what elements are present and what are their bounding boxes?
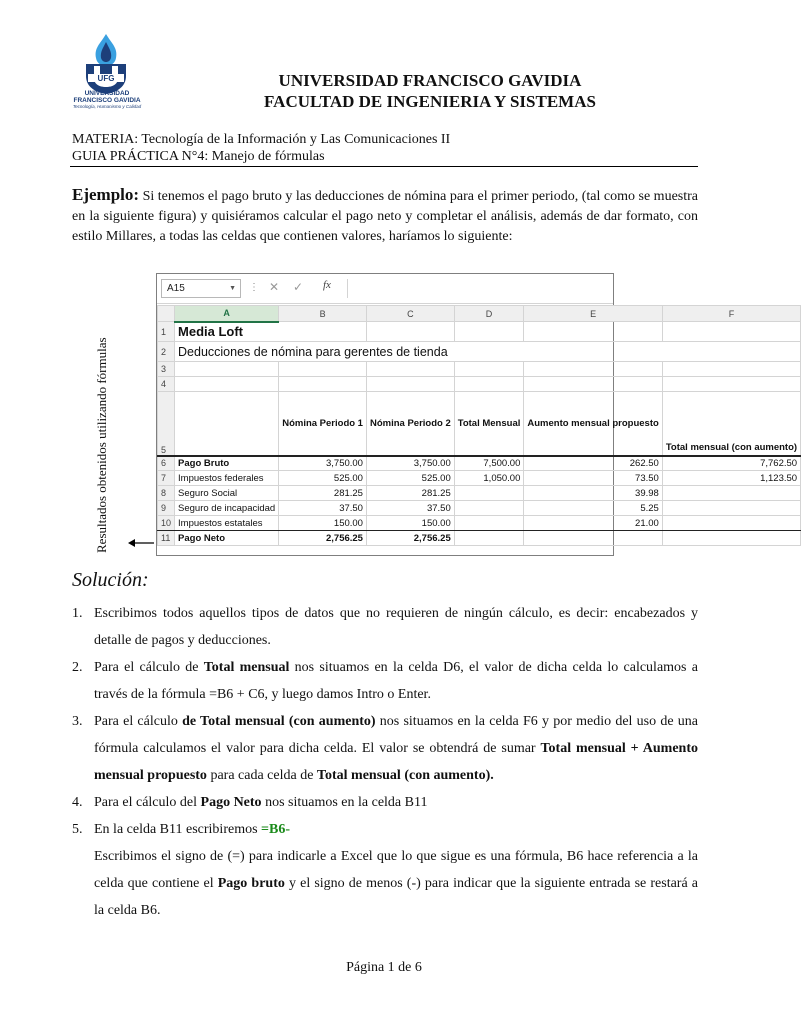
step-text: Escribimos todos aquellos tipos de datos que no requieren de ningún cálculo, es decir: encabezados y detalle de pagos y deducciones.: [94, 606, 698, 648]
row-header[interactable]: 4: [158, 377, 175, 392]
example-text: Si tenemos el pago bruto y las deducciones de nómina para el primer periodo, (tal como se muestra en la siguiente figura) y quisiéramos calcular el pago neto y completar el análisis, además de dar formato, con estilo Millares, a todas las celdas que contienen valores, haríamos lo siguiente:: [72, 189, 698, 244]
header-divider: [70, 166, 698, 167]
step-text: para cada celda de: [206, 768, 317, 783]
cell[interactable]: 525.00: [366, 471, 454, 486]
cell[interactable]: [366, 322, 454, 342]
step-text: Para el cálculo de: [94, 660, 204, 675]
column-header-a[interactable]: A: [175, 306, 279, 322]
materia-line: MATERIA: Tecnología de la Información y Las Comunicaciones II: [72, 132, 451, 147]
step-number: 3.: [72, 714, 83, 729]
list-item: [72, 654, 698, 708]
cell[interactable]: 281.25: [366, 486, 454, 501]
list-item: [72, 843, 698, 924]
name-box-value: A15: [167, 283, 185, 294]
cell[interactable]: [662, 362, 800, 377]
step-number: 2.: [72, 660, 83, 675]
cell[interactable]: [662, 322, 800, 342]
sheet-title-cell[interactable]: Media Loft: [175, 322, 367, 342]
column-header-f[interactable]: F: [662, 306, 800, 322]
formula-snippet: =B6-: [261, 822, 291, 837]
row-header[interactable]: 2: [158, 342, 175, 362]
cell[interactable]: 37.50: [279, 501, 367, 516]
cell[interactable]: 39.98: [524, 486, 662, 501]
row-header[interactable]: 11: [158, 531, 175, 546]
cell[interactable]: [175, 392, 279, 456]
table-row-label[interactable]: Pago Neto: [175, 531, 279, 546]
sheet-subtitle-cell[interactable]: Deducciones de nómina para gerentes de tienda: [175, 342, 801, 362]
function-icon[interactable]: fx: [323, 279, 331, 291]
logo-tagline: Tecnología, Humanismo y Calidad: [72, 104, 142, 109]
cell[interactable]: 7,500.00: [454, 456, 524, 471]
column-header-d[interactable]: D: [454, 306, 524, 322]
cell[interactable]: [454, 516, 524, 531]
column-header-b[interactable]: B: [279, 306, 367, 322]
cell[interactable]: [524, 322, 662, 342]
row-header[interactable]: 5: [158, 392, 175, 456]
formula-input[interactable]: [347, 279, 609, 298]
step-bold: Total mensual (con aumento).: [316, 768, 494, 783]
cell[interactable]: [279, 362, 367, 377]
cell[interactable]: 7,762.50: [662, 456, 800, 471]
cell[interactable]: 21.00: [524, 516, 662, 531]
faculty-name: FACULTAD DE INGENIERIA Y SISTEMAS: [264, 92, 596, 111]
step-text: Escribimos el signo de (=) para indicarle a Excel que lo que sigue es una fórmula, B6 hace referencia a la celda que contiene el: [94, 849, 698, 891]
cell[interactable]: [662, 501, 800, 516]
cell[interactable]: [454, 531, 524, 546]
chevron-down-icon[interactable]: ▼: [229, 285, 236, 292]
row-header[interactable]: 1: [158, 322, 175, 342]
cell[interactable]: [366, 377, 454, 392]
step-text: nos situamos en la celda D6, el valor de dicha celda lo calculamos a través de la fórmula =B6 + C6, y luego damos Intro o Enter.: [94, 660, 698, 702]
solution-heading: Solución:: [72, 569, 149, 591]
table-row-label[interactable]: Seguro de incapacidad: [175, 501, 279, 516]
cell[interactable]: 150.00: [366, 516, 454, 531]
cell[interactable]: [524, 377, 662, 392]
cell[interactable]: [662, 486, 800, 501]
name-box[interactable]: [161, 279, 241, 298]
step-text: Para el cálculo del: [94, 795, 201, 810]
table-row-label[interactable]: Seguro Social: [175, 486, 279, 501]
page-number: Página 1 de 6: [346, 960, 422, 975]
step-number: 5.: [72, 822, 83, 837]
cell[interactable]: 5.25: [524, 501, 662, 516]
list-item: [72, 789, 698, 816]
formula-bar: [157, 274, 613, 304]
cell[interactable]: 150.00: [279, 516, 367, 531]
step-bold: de Total mensual (con aumento): [182, 714, 376, 729]
step-bold: Pago bruto: [217, 876, 285, 891]
cell[interactable]: 1,050.00: [454, 471, 524, 486]
excel-screenshot: [156, 273, 798, 556]
select-all-corner[interactable]: [158, 306, 175, 322]
cell[interactable]: [454, 322, 524, 342]
cell[interactable]: [279, 377, 367, 392]
document-title: [200, 70, 660, 112]
row-header[interactable]: 9: [158, 501, 175, 516]
row-header[interactable]: 7: [158, 471, 175, 486]
cell[interactable]: [454, 501, 524, 516]
course-info: [72, 131, 450, 165]
ufg-logo: [66, 30, 146, 125]
step-text: nos situamos en la celda F6 y por medio del uso de una fórmula calculamos el valor para dicha celda. El valor se obtendrá de sumar: [94, 714, 698, 756]
cell[interactable]: [366, 362, 454, 377]
cell[interactable]: [454, 362, 524, 377]
logo-caption: [62, 90, 152, 109]
list-item: [72, 600, 698, 654]
row-header[interactable]: 3: [158, 362, 175, 377]
step-text: nos situamos en la celda B11: [261, 795, 428, 810]
cell[interactable]: [662, 516, 800, 531]
row-header[interactable]: 8: [158, 486, 175, 501]
column-header-c[interactable]: C: [366, 306, 454, 322]
spreadsheet-grid: [157, 305, 801, 546]
cell[interactable]: 525.00: [279, 471, 367, 486]
cell[interactable]: 262.50: [524, 456, 662, 471]
cancel-icon[interactable]: ✕: [269, 280, 280, 294]
table-row-label[interactable]: Pago Bruto: [175, 456, 279, 471]
step-number: 1.: [72, 606, 83, 621]
step-bold: Total mensual: [203, 660, 290, 675]
university-name: UNIVERSIDAD FRANCISCO GAVIDIA: [278, 71, 582, 90]
cell[interactable]: 2,756.25: [279, 531, 367, 546]
cell[interactable]: 281.25: [279, 486, 367, 501]
cell[interactable]: 1,123.50: [662, 471, 800, 486]
logo-line1: UNIVERSIDAD: [84, 90, 130, 97]
cell[interactable]: 73.50: [524, 471, 662, 486]
list-item: [72, 708, 698, 789]
list-item: [72, 816, 698, 843]
cell[interactable]: [524, 531, 662, 546]
header-aumento[interactable]: Aumento mensual propuesto: [524, 392, 662, 456]
step-text: En la celda B11 escribiremos: [94, 822, 262, 837]
cell[interactable]: 3,750.00: [279, 456, 367, 471]
step-text: Para el cálculo: [94, 714, 183, 729]
arrow-left-icon: [128, 537, 154, 549]
cell[interactable]: 37.50: [366, 501, 454, 516]
cell[interactable]: [662, 377, 800, 392]
cell[interactable]: 2,756.25: [366, 531, 454, 546]
example-lead: Ejemplo:: [72, 185, 140, 204]
cell[interactable]: 3,750.00: [366, 456, 454, 471]
header-total-con-aumento[interactable]: Total mensual (con aumento): [662, 392, 800, 456]
step-text: y el signo de menos (-) para indicar que la siguiente entrada se restará a la celda B6.: [94, 876, 699, 918]
side-label: Resultados obtenidos utilizando fórmulas: [94, 337, 109, 553]
header-nomina-2[interactable]: Nómina Periodo 2: [366, 392, 454, 456]
example-paragraph: [72, 185, 698, 247]
cell[interactable]: [175, 377, 279, 392]
cell[interactable]: [454, 486, 524, 501]
row-header[interactable]: 10: [158, 516, 175, 531]
cell[interactable]: [175, 362, 279, 377]
logo-line2: FRANCISCO GAVIDIA: [73, 97, 141, 104]
header-total-mensual[interactable]: Total Mensual: [454, 392, 524, 456]
row-header[interactable]: 6: [158, 456, 175, 471]
step-bold: Pago Neto: [200, 795, 262, 810]
table-row-label[interactable]: Impuestos federales: [175, 471, 279, 486]
header-nomina-1[interactable]: Nómina Periodo 1: [279, 392, 367, 456]
column-header-e[interactable]: E: [524, 306, 662, 322]
guia-line: GUIA PRÁCTICA N°4: Manejo de fórmulas: [72, 149, 325, 164]
step-bold: Total mensual + Aumento mensual propuesto: [94, 741, 698, 783]
cell[interactable]: [454, 377, 524, 392]
logo-wordmark: UFG: [97, 74, 115, 83]
cell[interactable]: [662, 531, 800, 546]
check-icon[interactable]: ✓: [293, 280, 304, 294]
cell[interactable]: [524, 362, 662, 377]
steps-list: [72, 600, 698, 924]
more-icon: ⋮: [249, 282, 259, 293]
table-row-label[interactable]: Impuestos estatales: [175, 516, 279, 531]
step-number: 4.: [72, 795, 83, 810]
